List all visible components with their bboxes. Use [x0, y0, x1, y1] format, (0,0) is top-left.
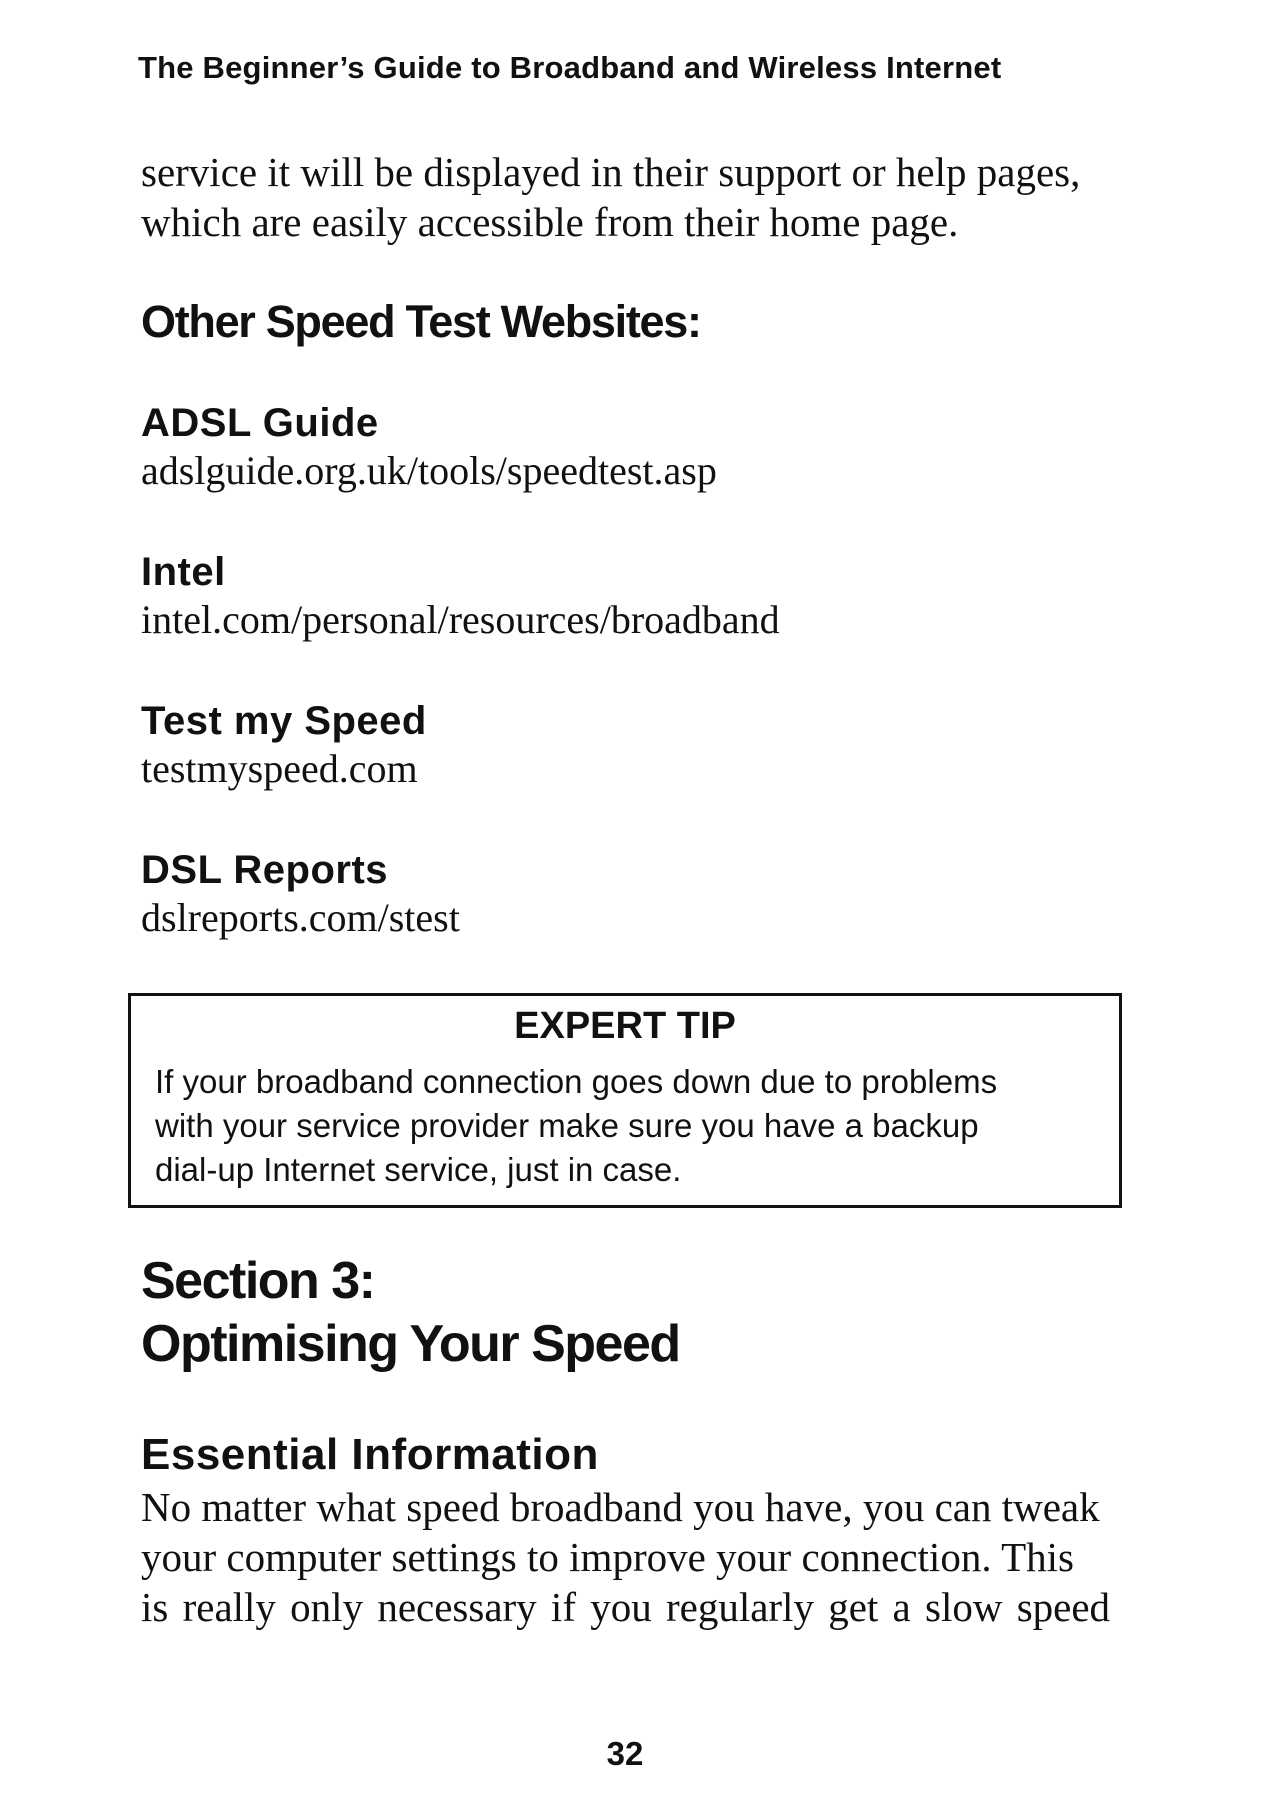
speed-sites-heading: Other Speed Test Websites: [141, 296, 701, 347]
intro-line-1: service it will be displayed in their support or help pages, [141, 149, 1081, 195]
expert-tip-line-1: If your broadband connection goes down due to problems [155, 1063, 998, 1100]
essential-information-heading: Essential Information [141, 1430, 599, 1479]
site-entry-intel [141, 549, 1141, 643]
section-title [141, 1250, 680, 1376]
expert-tip-line-3: dial-up Internet service, just in case. [155, 1151, 682, 1188]
site-url: testmyspeed.com [141, 746, 418, 791]
site-name: Test my Speed [141, 699, 427, 743]
essential-information-body [141, 1482, 1151, 1632]
expert-tip-line-2: with your service provider make sure you have a backup [155, 1107, 979, 1144]
intro-paragraph [141, 147, 1151, 247]
expert-tip-title: EXPERT TIP [514, 1005, 736, 1047]
site-url: intel.com/personal/resources/broadband [141, 597, 780, 642]
section-title-line-1: Section 3: [141, 1252, 375, 1310]
site-url: adslguide.org.uk/tools/speedtest.asp [141, 448, 717, 493]
essential-line-1: No matter what speed broadband you have, you can tweak [141, 1484, 1100, 1530]
site-entry-adsl-guide [141, 400, 1141, 494]
site-url: dslreports.com/stest [141, 895, 460, 940]
essential-line-2: your computer settings to improve your connection. This [141, 1534, 1074, 1580]
site-name: Intel [141, 550, 226, 594]
page-number: 32 [606, 1735, 644, 1772]
site-entry-test-my-speed [141, 698, 1141, 792]
essential-line-3: is really only necessary if you regularly get a slow speed [141, 1584, 1111, 1630]
expert-tip-box [128, 993, 1122, 1208]
expert-tip-body [155, 1060, 1115, 1192]
site-entry-dsl-reports [141, 847, 1141, 941]
running-head: The Beginner’s Guide to Broadband and Wireless Internet [138, 50, 1002, 85]
site-name: ADSL Guide [141, 401, 379, 445]
site-name: DSL Reports [141, 848, 389, 892]
section-title-line-2: Optimising Your Speed [141, 1315, 680, 1373]
intro-line-2: which are easily accessible from their home page. [141, 199, 959, 245]
